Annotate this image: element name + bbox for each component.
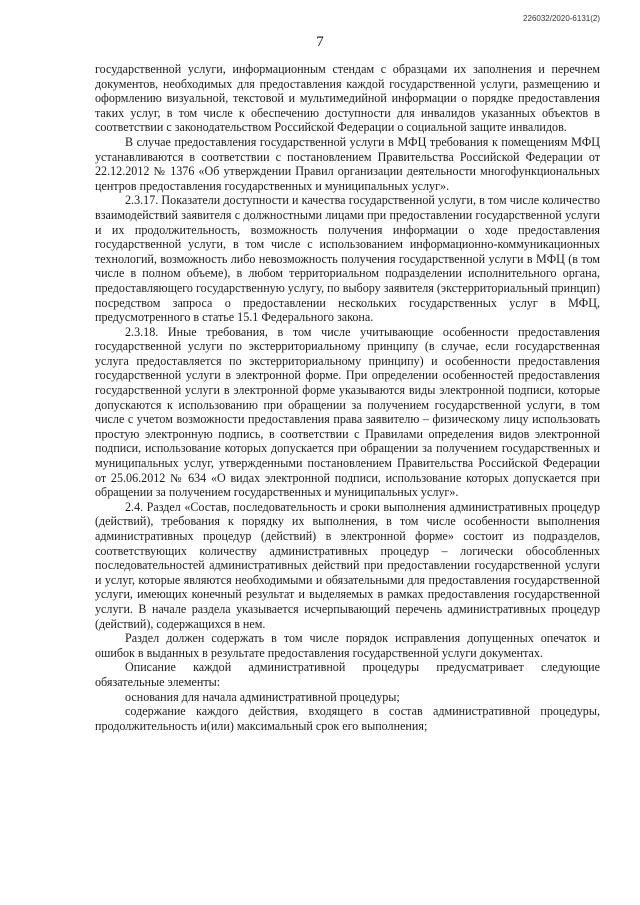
paragraph: основания для начала административной процедуры; [125, 689, 400, 704]
page-number: 7 [316, 34, 324, 50]
paragraph: государственной услуги, информационным стендам с образцами их заполнения и перечнем документов, необходимых для предоставления каждой государственной услуги, размещению и оформлению визуальной, текстовой и мультимедийной информации о порядке предоставления таких услуг, в том числе к обеспечению доступности для инвалидов указанных объектов в соответствии с законодательством Российской Федерации о социальной защите инвалидов. [95, 62, 600, 135]
paragraph: 2.3.18. Иные требования, в том числе учитывающие особенности предоставления государственной услуги по экстерриториальному принципу (в случае, если государственная услуга предоставляется по экстерриториальному принципу) и особенности предоставления государственной услуги в электронной форме. При определении особенностей предоставления государственной услуги в электронной форме указываются виды электронной подписи, которые допускаются к использованию при обращении за получением государственной услуги, в том числе с учетом возможности предоставления права заявителю – физическому лицу использовать простую электронную подпись, в соответствии с Правилами определения видов электронной подписи, использование которых допускается при обращении за получением государственных и муниципальных услуг, утвержденными постановлением Правительства Российской Федерации от 25.06.2012 № 634 «О видах электронной подписи, использование которых допускается при обращении за получением государственных и муниципальных услуг». [95, 324, 600, 500]
paragraph: Описание каждой административной процедуры предусматривает следующие обязательные элементы: [95, 660, 600, 689]
paragraph: Раздел должен содержать в том числе порядок исправления допущенных опечаток и ошибок в выданных в результате предоставления государственной услуги документах. [95, 631, 600, 660]
paragraph: В случае предоставления государственной услуги в МФЦ требования к помещениям МФЦ устанавливаются в соответствии с постановлением Правительства Российской Федерации от 22.12.2012 № 1376 «Об утверждении Правил организации деятельности многофункциональных центров предоставления государственных и муниципальных услуг». [95, 134, 600, 193]
paragraph: 2.4. Раздел «Состав, последовательность и сроки выполнения административных процедур (действий), требования к порядку их выполнения, в том числе особенности выполнения административных процедур (действий) в электронной форме» состоит из подразделов, соответствующих количеству административных процедур – логически обособленных последовательностей административных действий при предоставлении государственной услуги и услуг, которые являются необходимыми и обязательными для предоставления государственной услуги, имеющих конечный результат и выделяемых в рамках предоставления государственной услуги. В начале раздела указывается исчерпывающий перечень административных процедур (действий), содержащихся в нем. [95, 499, 600, 631]
document-id: 226032/2020-6131(2) [523, 14, 600, 23]
paragraph: 2.3.17. Показатели доступности и качества государственной услуги, в том числе количество взаимодействий заявителя с должностными лицами при предоставлении государственной услуги и их продолжительность, возможность получения информации о ходе предоставления государственной услуги, в том числе с использованием информационно-коммуникационных технологий, возможность либо невозможность получения государственной услуги в МФЦ (в том числе в полном объеме), в любом территориальном подразделении исполнительного органа, предоставляющего государственную услугу, по выбору заявителя (экстерриториальный принцип) посредством запроса о предоставлении нескольких государственных услуг в МФЦ, предусмотренного в статье 15.1 Федерального закона. [95, 193, 600, 325]
paragraph: содержание каждого действия, входящего в состав административной процедуры, продолжительность и(или) максимальный срок его выполнения; [95, 704, 600, 733]
document-body [95, 62, 600, 733]
